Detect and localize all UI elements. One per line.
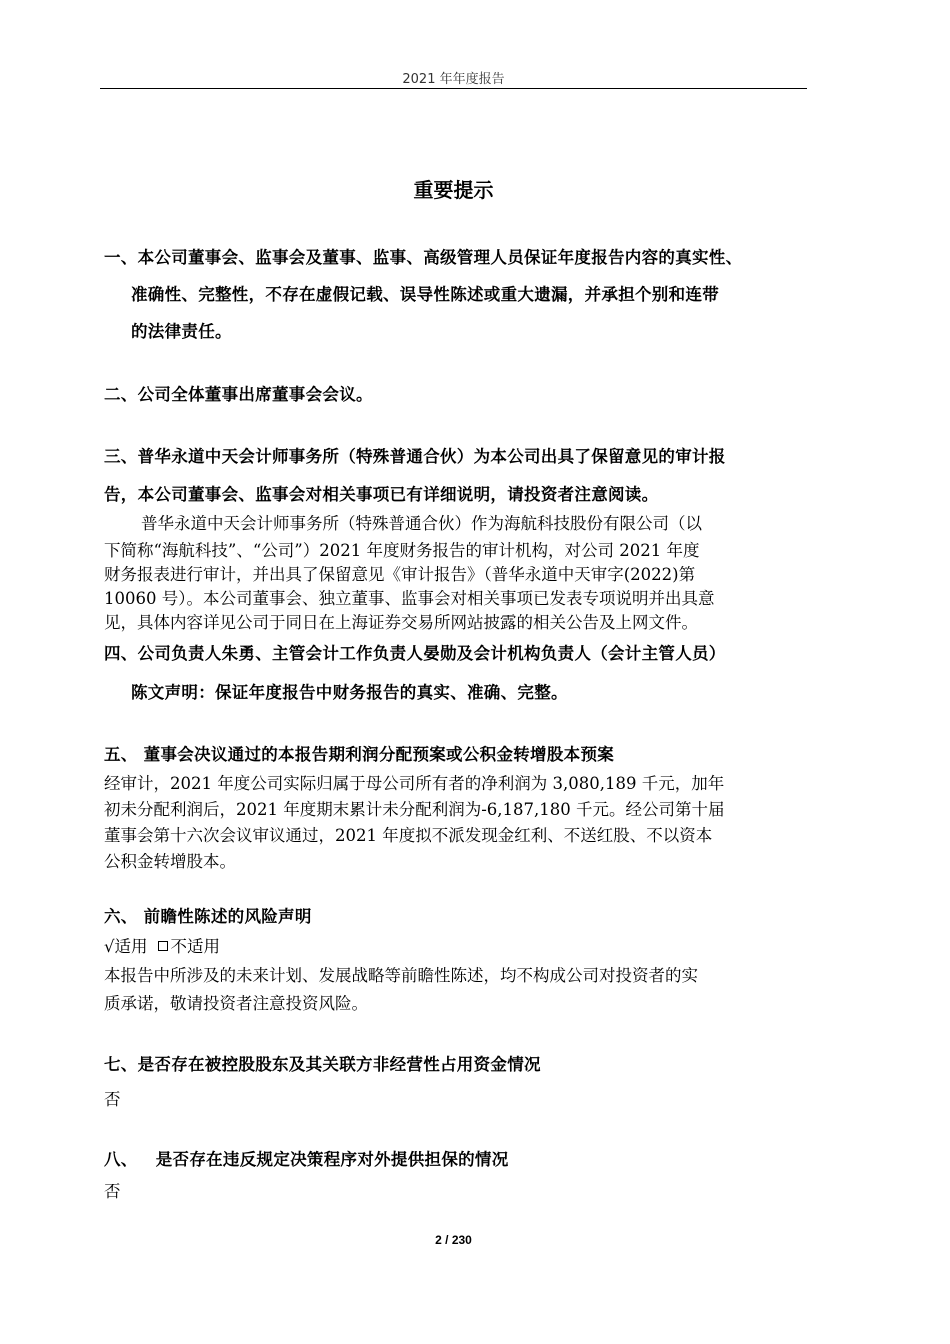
section-3-heading-line-2: 告，本公司董事会、监事会对相关事项已有详细说明，请投资者注意阅读。 — [104, 485, 659, 504]
section-4-line-1: 四、公司负责人朱勇、主管会计工作负责人晏勋及会计机构负责人（会计主管人员） — [104, 644, 726, 663]
section-2-line: 二、公司全体董事出席董事会会议。 — [104, 385, 373, 404]
section-7-heading: 七、是否存在被控股股东及其关联方非经营性占用资金情况 — [104, 1055, 541, 1074]
section-5-heading: 五、 董事会决议通过的本报告期利润分配预案或公积金转增股本预案 — [104, 745, 615, 764]
section-1-line-3: 的法律责任。 — [131, 322, 232, 341]
section-3-body-line-4: 10060 号）。本公司董事会、独立董事、监事会对相关事项已发表专项说明并出具意 — [104, 589, 715, 608]
page-title: 重要提示 — [413, 178, 494, 202]
section-5-body-line-4: 公积金转增股本。 — [104, 852, 236, 871]
section-7-answer: 否 — [104, 1090, 121, 1109]
section-8-heading: 八、 是否存在违反规定决策程序对外提供担保的情况 — [104, 1150, 509, 1169]
section-4-line-2: 陈文声明：保证年度报告中财务报告的真实、准确、完整。 — [131, 683, 568, 702]
checkbox-icon — [158, 941, 168, 951]
section-3-body-line-5: 见，具体内容详见公司于同日在上海证券交易所网站披露的相关公告及上网文件。 — [104, 613, 698, 632]
running-header: 2021 年年度报告 — [402, 72, 505, 87]
section-1-line-1: 一、本公司董事会、监事会及董事、监事、高级管理人员保证年度报告内容的真实性、 — [104, 248, 743, 267]
section-6-body-line-2: 质承诺，敬请投资者注意投资风险。 — [104, 994, 368, 1013]
page-number: 2 / 230 — [435, 1233, 472, 1247]
section-3-body-line-3: 财务报表进行审计，并出具了保留意见《审计报告》（普华永道中天审字(2022)第 — [104, 565, 696, 584]
section-3-heading-line-1: 三、普华永道中天会计师事务所（特殊普通合伙）为本公司出具了保留意见的审计报 — [104, 447, 726, 466]
section-6-body-line-1: 本报告中所涉及的未来计划、发展战略等前瞻性陈述，均不构成公司对投资者的实 — [104, 966, 698, 985]
section-5-body-line-1: 经审计，2021 年度公司实际归属于母公司所有者的净利润为 3,080,189 千元，加年 — [104, 774, 725, 793]
section-3-body-line-2: 下简称“海航科技”、“公司”）2021 年度财务报告的审计机构，对公司 2021 年度 — [104, 541, 700, 560]
section-8-answer: 否 — [104, 1182, 121, 1201]
section-5-body-line-3: 董事会第十六次会议审议通过，2021 年度拟不派发现金红利、不送红股、不以资本 — [104, 826, 713, 845]
section-1-line-2: 准确性、完整性，不存在虚假记载、误导性陈述或重大遗漏，并承担个别和连带 — [131, 285, 719, 304]
applicability-options — [104, 933, 220, 957]
section-6-heading: 六、 前瞻性陈述的风险声明 — [104, 907, 312, 926]
option-applicable-checked: √适用 — [104, 937, 148, 956]
option-not-applicable: 不适用 — [170, 937, 221, 956]
section-5-body-line-2: 初未分配利润后，2021 年度期末累计未分配利润为-6,187,180 千元。经公司第十届 — [104, 800, 725, 819]
section-3-body-line-1: 普华永道中天会计师事务所（特殊普通合伙）作为海航科技股份有限公司（以 — [141, 514, 702, 533]
header-divider — [100, 88, 807, 89]
